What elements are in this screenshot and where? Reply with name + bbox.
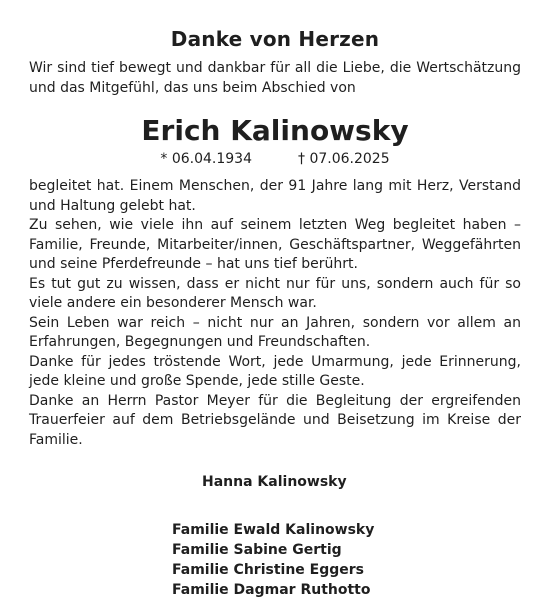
deceased-name: Erich Kalinowsky (141, 114, 409, 147)
paragraph-pastor: Danke an Herrn Pastor Meyer für die Begleitung der ergreifenden Trauerfeier auf dem Betriebsgelände und Beisetzung im Kreise der Familie. (29, 392, 521, 448)
family-entry: Familie Christine Eggers (172, 562, 364, 578)
death-date: † 07.06.2025 (298, 151, 390, 167)
life-dates (29, 150, 521, 169)
paragraph-special-person: Es tut gut zu wissen, dass er nicht nur für uns, sondern auch für so viele andere ein besonderer Mensch war. (29, 275, 521, 311)
heading: Danke von Herzen (170, 27, 380, 51)
birth-date: * 06.04.1934 (160, 151, 252, 167)
paragraph-thanks: Danke für jedes tröstende Wort, jede Umarmung, jede Erinnerung, jede kleine und große Spende, jede stille Geste. (29, 353, 521, 389)
family-entry: Familie Dagmar Ruthotto (172, 582, 371, 598)
family-entry: Familie Ewald Kalinowsky (172, 522, 375, 538)
intro-text: Wir sind tief bewegt und dankbar für all die Liebe, die Wertschätzung und das Mitgefühl, das uns beim Abschied von (29, 60, 521, 96)
family-list (172, 520, 521, 600)
family-entry: Familie Sabine Gertig (172, 542, 342, 558)
paragraph-rich-life: Sein Leben war reich – nicht nur an Jahren, sondern vor allem an Erfahrungen, Begegnungen und Freundschaften. (29, 314, 521, 350)
paragraph-accompanied: begleitet hat. Einem Menschen, der 91 Jahre lang mit Herz, Verstand und Haltung gelebt hat. (29, 178, 521, 214)
paragraph-last-way: Zu sehen, wie viele ihn auf seinem letzten Weg begleitet haben – Familie, Freunde, Mitarbeiter/innen, Geschäftspartner, Weggefährten und seine Pferdefreunde – hat uns tief berührt. (29, 217, 521, 272)
signature-main: Hanna Kalinowsky (202, 474, 347, 490)
